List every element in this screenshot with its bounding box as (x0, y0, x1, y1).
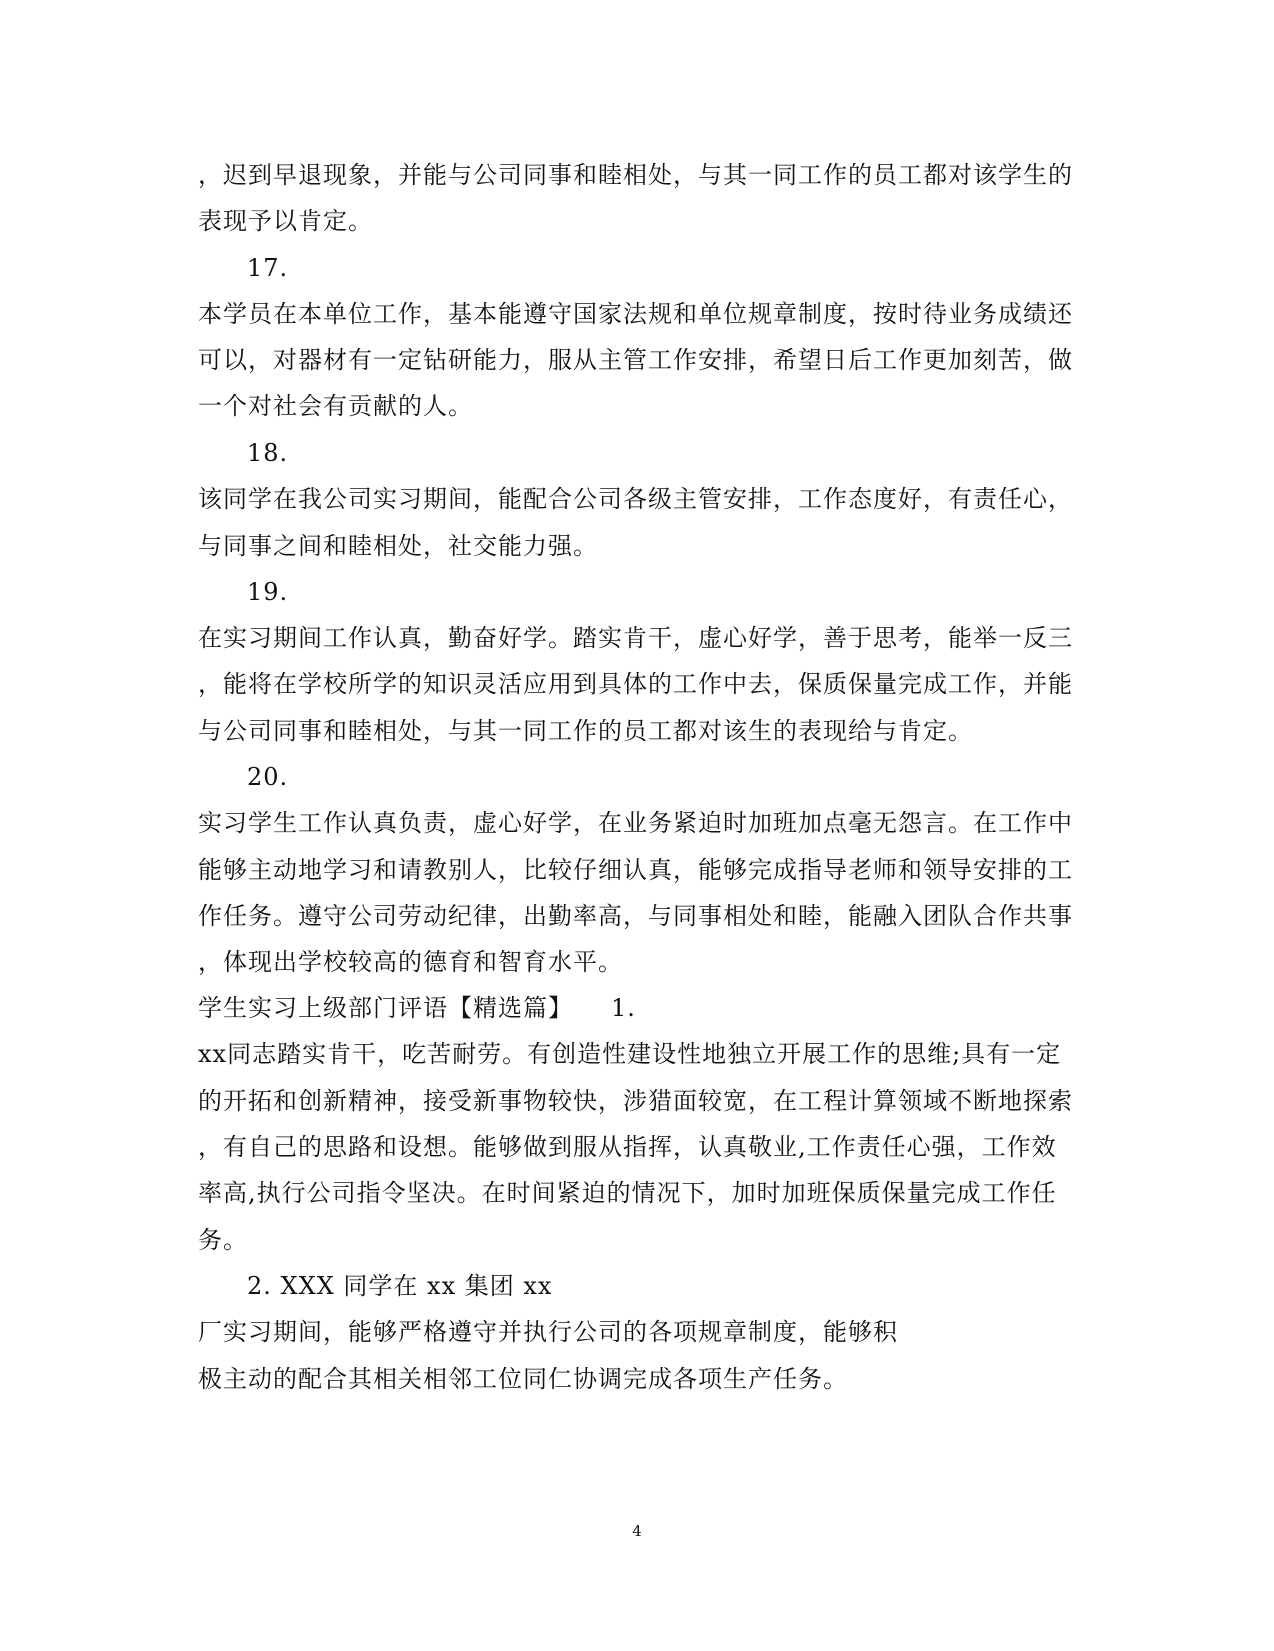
text-line: 表现予以肯定。 (198, 207, 373, 235)
text-line: 一个对社会有贡献的人。 (198, 392, 473, 420)
text-line: ，迟到早退现象，并能与公司同事和睦相处，与其一同工作的员工都对该学生的 (198, 161, 1073, 189)
text-line: 极主动的配合其相关相邻工位同仁协调完成各项生产任务。 (198, 1365, 848, 1393)
text-line: xx同志踏实肯干，吃苦耐劳。有创造性建设性地独立开展工作的思维;具有一定 (198, 1040, 1062, 1068)
item-number: 18. (247, 439, 289, 467)
item-number: 2. XXX 同学在 xx 集团 xx (247, 1272, 553, 1300)
text-line: 务。 (198, 1226, 248, 1254)
text-line: ，体现出学校较高的德育和智育水平。 (198, 948, 623, 976)
text-line: 厂实习期间，能够严格遵守并执行公司的各项规章制度，能够积 (198, 1318, 898, 1346)
item-number: 17. (247, 254, 289, 282)
text-line: 的开拓和创新精神，接受新事物较快，涉猎面较宽，在工程计算领域不断地探索 (198, 1087, 1073, 1115)
text-line: 在实习期间工作认真，勤奋好学。踏实肯干，虚心好学，善于思考，能举一反三 (198, 624, 1073, 652)
item-number: 20. (247, 763, 289, 791)
page-number: 4 (632, 1522, 642, 1540)
text-line: 本学员在本单位工作，基本能遵守国家法规和单位规章制度，按时待业务成绩还 (198, 300, 1073, 328)
text-line: ，有自己的思路和设想。能够做到服从指挥，认真敬业,工作责任心强，工作效 (198, 1133, 1057, 1161)
text-line: ，能将在学校所学的知识灵活应用到具体的工作中去，保质保量完成工作，并能 (198, 670, 1073, 698)
text-line: 作任务。遵守公司劳动纪律，出勤率高，与同事相处和睦，能融入团队合作共事 (198, 902, 1073, 930)
text-line: 实习学生工作认真负责，虚心好学，在业务紧迫时加班加点毫无怨言。在工作中 (198, 809, 1073, 837)
text-line: 能够主动地学习和请教别人，比较仔细认真，能够完成指导老师和领导安排的工 (198, 856, 1073, 884)
item-number: 19. (247, 578, 289, 606)
text-line: 与同事之间和睦相处，社交能力强。 (198, 532, 598, 560)
section-heading: 学生实习上级部门评语【精选篇】 1. (198, 994, 636, 1022)
text-line: 与公司同事和睦相处，与其一同工作的员工都对该生的表现给与肯定。 (198, 717, 973, 745)
text-line: 率高,执行公司指令坚决。在时间紧迫的情况下，加时加班保质保量完成工作任 (198, 1179, 1057, 1207)
text-line: 该同学在我公司实习期间，能配合公司各级主管安排，工作态度好，有责任心， (198, 485, 1073, 513)
text-line: 可以，对器材有一定钻研能力，服从主管工作安排，希望日后工作更加刻苦，做 (198, 346, 1073, 374)
